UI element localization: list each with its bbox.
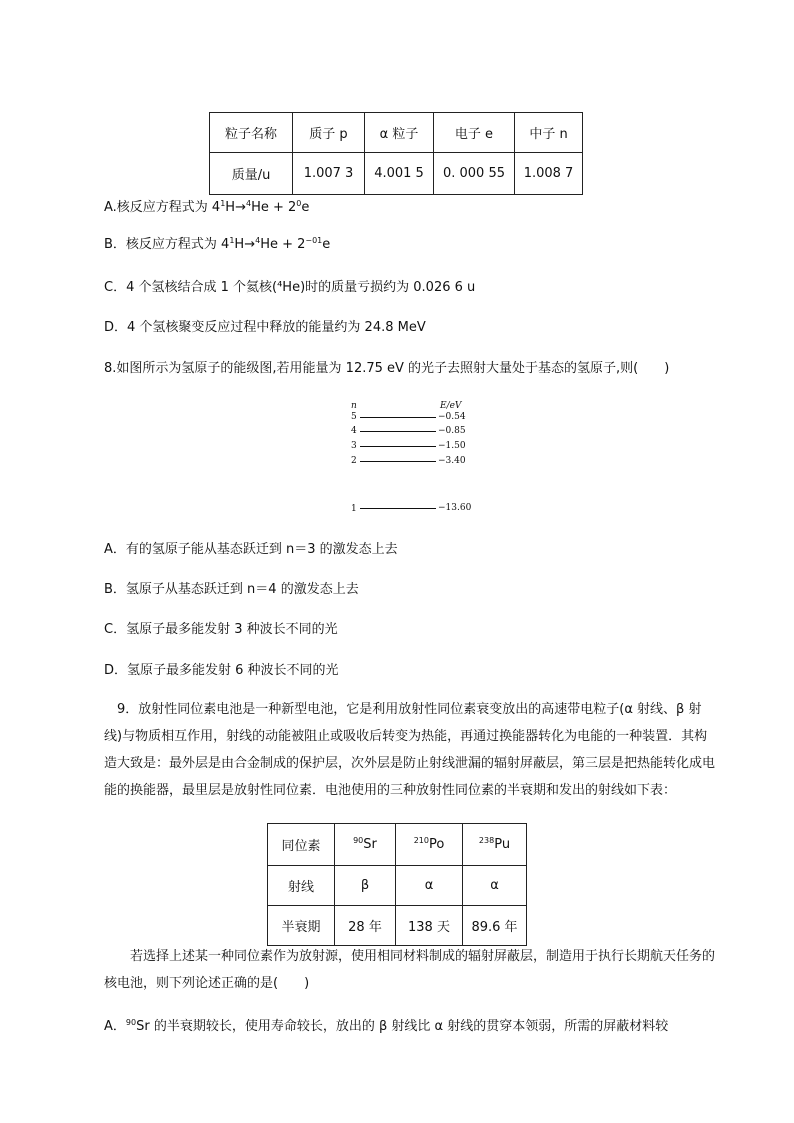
particle-value-cell: 4.001 5 (365, 153, 434, 195)
half-life-cell: 28 年 (335, 906, 396, 946)
isotope-cell: $^{90}$Sr (335, 824, 396, 866)
particle-mass-table (209, 112, 583, 195)
level-line (360, 417, 436, 418)
level-number: 5 (351, 412, 357, 422)
half-life-cell: 89.6 年 (463, 906, 527, 946)
ray-cell: α (463, 866, 527, 906)
q7-option-c: C．4 个氢核结合成 1 个氦核(⁴He)时的质量亏损约为 0.026 6 u (104, 280, 476, 295)
particle-header-cell: 质子 p (293, 113, 365, 153)
half-life-cell: 138 天 (396, 906, 463, 946)
level-number: 1 (351, 504, 357, 514)
q8-option-d: D．氢原子最多能发射 6 种波长不同的光 (104, 663, 339, 678)
isotope-row-label: 射线 (268, 866, 335, 906)
q9-option-a: A．$^{90}$Sr 的半衰期较长，使用寿命较长，放出的 β 射线比 α 射线的贯穿本领弱，所需的屏蔽材料较 (104, 1018, 669, 1034)
isotope-cell: $^{238}$Pu (463, 824, 527, 866)
level-energy: −13.60 (438, 503, 472, 513)
level-energy: −0.85 (438, 426, 466, 436)
q8-stem: 8.如图所示为氢原子的能级图,若用能量为 12.75 eV 的光子去照射大量处于基态的氢原子,则( ) (104, 361, 670, 376)
isotope-table (267, 823, 527, 946)
q7-option-a: A.核反应方程式为 $4^1H\to^4He + 2^0e$ (104, 199, 310, 215)
particle-value-cell: 质量/u (210, 153, 293, 195)
n-axis-label: n (351, 401, 357, 411)
q8-option-a: A．有的氢原子能从基态跃迁到 n＝3 的激发态上去 (104, 542, 398, 557)
q9-after-table: 若选择上述某一种同位素作为放射源，使用相同材料制成的辐射屏蔽层，制造用于执行长期航天任务的核电池，则下列论述正确的是( ) (104, 949, 716, 991)
particle-header-cell: 粒子名称 (210, 113, 293, 153)
particle-header-cell: α 粒子 (365, 113, 434, 153)
level-line (360, 431, 436, 432)
level-number: 3 (351, 441, 357, 451)
particle-value-cell: 0. 000 55 (434, 153, 515, 195)
energy-axis-label: E/eV (440, 401, 462, 411)
level-line (360, 446, 436, 447)
level-energy: −1.50 (438, 441, 466, 451)
q9-paragraph: 9．放射性同位素电池是一种新型电池，它是利用放射性同位素衰变放出的高速带电粒子(α 射线、β 射线)与物质相互作用，射线的动能被阻止或吸收后转变为热能，再通过换能器转化为电能的一种装置．其构造大致是：最外层是由合金制成的保护层，次外层是防止射线泄漏的辐射屏蔽层，第三层是把热能转化成电能的换能器，最里层是放射性同位素．电池使用的三种放射性同位素的半衰期和发出的射线如下表： (104, 702, 716, 798)
particle-header-cell: 中子 n (515, 113, 583, 153)
q8-option-c: C．氢原子最多能发射 3 种波长不同的光 (104, 622, 338, 637)
particle-header-cell: 电子 e (434, 113, 515, 153)
isotope-row-label: 半衰期 (268, 906, 335, 946)
energy-level-diagram (348, 400, 478, 515)
q8-option-b: B．氢原子从基态跃迁到 n＝4 的激发态上去 (104, 582, 359, 597)
level-number: 4 (351, 426, 357, 436)
ray-cell: β (335, 866, 396, 906)
isotope-cell: $^{210}$Po (396, 824, 463, 866)
ray-cell: α (396, 866, 463, 906)
q7-option-b: B．核反应方程式为 $4^1H\to^4He + 2^{-01}e$ (104, 236, 331, 252)
level-energy: −0.54 (438, 412, 466, 422)
particle-value-cell: 1.008 7 (515, 153, 583, 195)
level-line (360, 461, 436, 462)
level-number: 2 (351, 456, 357, 466)
q7-option-d: D．4 个氢核聚变反应过程中释放的能量约为 24.8 MeV (104, 320, 426, 335)
isotope-row-label: 同位素 (268, 824, 335, 866)
level-line (360, 508, 436, 509)
level-energy: −3.40 (438, 456, 466, 466)
particle-value-cell: 1.007 3 (293, 153, 365, 195)
